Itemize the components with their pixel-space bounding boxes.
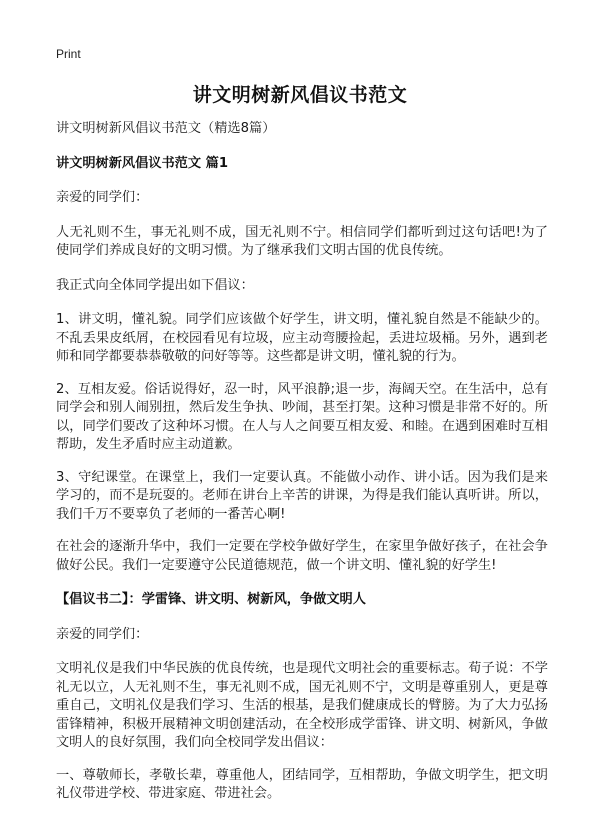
paragraph-7: 文明礼仪是我们中华民族的优良传统，也是现代文明社会的重要标志。荀子说：不学礼无以立，人无礼则不生，事无礼则不成，国无礼则不宁，文明是尊重别人，更是尊重自己，文明礼仪是我们学习、生活的根基，是我们健康成长的臂膀。为了大力弘扬雷锋精神，积极开展精神文明创建活动，在全校形成学雷锋、讲文明、树新风，争做文明人的良好氛围，我们向全校同学发出倡议： bbox=[56, 661, 548, 750]
section-heading-1: 讲文明树新风倡议书范文 篇1 bbox=[56, 155, 229, 171]
paragraph-8: 一、尊敬师长，孝敬长辈，尊重他人，团结同学，互相帮助，争做文明学生，把文明礼仪带进学校、带进家庭、带进社会。 bbox=[56, 767, 548, 801]
document-subtitle: 讲文明树新风倡议书范文（精选8篇） bbox=[56, 121, 276, 136]
paragraph-5: 3、守纪课堂。在课堂上，我们一定要认真。不能做小动作、讲小话。因为我们是来学习的，而不是玩耍的。老师在讲台上辛苦的讲课，为得是我们能认真听讲。所以，我们千万不要辜负了老师的一番苦心啊! bbox=[56, 469, 548, 522]
paragraph-6: 在社会的逐渐升华中，我们一定要在学校争做好学生，在家里争做好孩子，在社会争做好公民。我们一定要遵守公民道德规范，做一个讲文明、懂礼貌的好学生! bbox=[56, 539, 548, 573]
section-heading-2: 【倡议书二】：学雷锋、讲文明、树新风，争做文明人 bbox=[56, 592, 366, 607]
greeting-1: 亲爱的同学们： bbox=[56, 190, 149, 205]
greeting-2: 亲爱的同学们： bbox=[56, 626, 149, 642]
document-title: 讲文明树新风倡议书范文 bbox=[192, 84, 408, 106]
paragraph-4: 2、互相友爱。俗话说得好，忍一时，风平浪静;退一步，海阔天空。在生活中，总有同学会和别人闹别扭，然后发生争执、吵闹，甚至打架。这种习惯是非常不好的。所以，同学们要改了这种坏习惯。在人与人之间要互相友爱、和睦。在遇到困难时互相帮助，发生矛盾时应主动道歉。 bbox=[56, 381, 548, 452]
document-body bbox=[56, 120, 548, 820]
paragraph-3: 1、讲文明，懂礼貌。同学们应该做个好学生，讲文明，懂礼貌自然是不能缺少的。不乱丢果皮纸屑，在校园看见有垃圾，应主动弯腰捡起，丢进垃圾桶。另外，遇到老师和同学都要恭恭敬敬的问好等等。这些都是讲文明，懂礼貌的行为。 bbox=[56, 312, 548, 364]
paragraph-1: 人无礼则不生，事无礼则不成，国无礼则不宁。相信同学们都听到过这句话吧!为了使同学们养成良好的文明习惯。为了继承我们文明古国的优良传统。 bbox=[56, 224, 548, 258]
paragraph-2: 我正式向全体同学提出如下倡议： bbox=[56, 277, 254, 293]
print-link[interactable]: Print bbox=[56, 47, 81, 61]
